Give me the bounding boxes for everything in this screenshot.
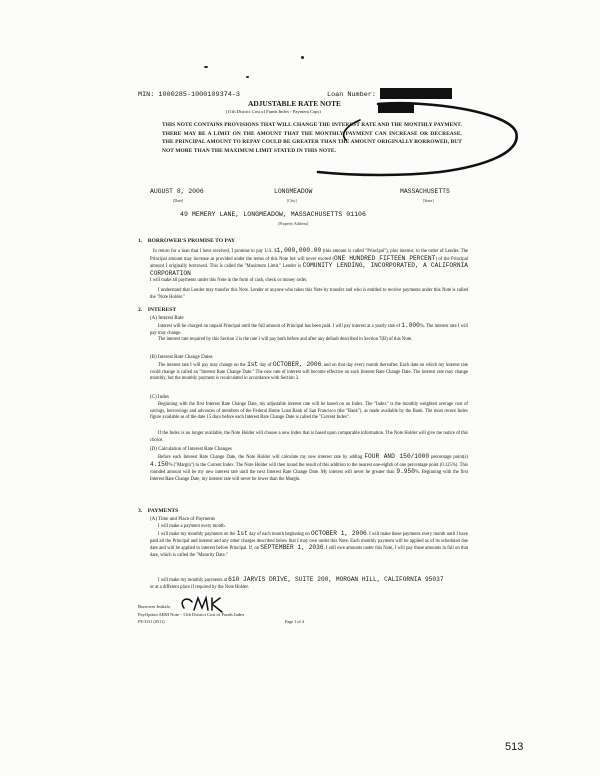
payment-day: 1st (236, 530, 248, 537)
section-2d-paragraph (150, 454, 468, 483)
loan-number-label: Loan Number: (327, 91, 376, 99)
pen-mark (182, 598, 222, 612)
text-run: , I still owe amounts under this Note, I will pay those amounts in full on that date, which is called the "Maturity Date." (150, 546, 468, 558)
scan-speck (301, 56, 304, 59)
note-city: LONGMEADOW (274, 188, 313, 195)
margin-percent: 4.150 (150, 460, 169, 468)
section-2-title: 2. INTEREST (138, 307, 177, 313)
note-state: MASSACHUSETTS (400, 188, 450, 195)
property-caption: [Property Address] (278, 221, 309, 226)
section-2c-paragraph-1 (150, 402, 468, 422)
text-run: I will make a payment every month. (158, 524, 226, 529)
section-2a-title: (A) Interest Rate (150, 316, 184, 321)
text-run: The interest rate required by this Section 2 is the rate I will pay both before and after any default described in Section 7(B) of this Note. (158, 337, 413, 342)
note-date: AUGUST 8, 2006 (150, 188, 204, 195)
text-run: %. Beginning with the first Interest Rate Change Date, my interest rate will never be lower than the Margin. (150, 470, 469, 482)
section-2c-title: (C) Index (150, 395, 170, 400)
state-caption: [State] (423, 198, 434, 203)
property-address: 49 MEMERY LANE, LONGMEADOW, MASSACHUSETTS 01106 (180, 211, 366, 218)
section-2c-paragraph-2 (150, 431, 468, 444)
subtitle-redaction (378, 104, 414, 113)
text-run: %. The interest rate I will pay may change. (150, 324, 468, 336)
payment-address: 610 JARVIS DRIVE, SUITE 200, MORGAN HILL, CALIFORNIA 95037 (228, 576, 444, 583)
text-run: . I will make these payments every month until I have paid all the Principal and interest and any other charges described below that I may owe under this Note. Each monthly payment will be applied as of its scheduled due date and will be applied to interest before Principal. If, on (150, 532, 469, 551)
loan-number-redaction (380, 88, 452, 99)
min-number: MIN: 1000285-1000109374-3 (138, 91, 240, 99)
document-title: ADJUSTABLE RATE NOTE (248, 99, 341, 108)
text-run: Before each Interest Rate Change Date, the Note Holder will calculate my new interest rate by adding (158, 455, 363, 460)
bates-number: 513 (505, 741, 524, 753)
first-payment-date: OCTOBER 1, 2006 (310, 530, 367, 537)
scan-speck (204, 66, 208, 68)
text-run: (this amount is called "Principal"), plus interest, to the order of Lender. The Principal amount may increase as provided under the terms of this Note but will never exceed ( (150, 249, 468, 262)
text-run: I will make all payments under this Note in the form of cash, check or money order. (150, 278, 308, 283)
text-run: I will make my monthly payments at (158, 578, 227, 583)
text-run: I understand that Lender may transfer this Note. Lender or anyone who takes this Note by transfer and who is entitled to receive payments under this Note is called the "Note Holder." (150, 288, 468, 300)
borrower-initials-label: Borrower Initials: (138, 604, 171, 609)
margin-points-words: FOUR AND 150/1000 (364, 453, 430, 460)
text-run: day of (259, 363, 272, 368)
initial-interest-rate: 1.000 (401, 322, 420, 329)
maturity-date: SEPTEMBER 1, 2036 (260, 544, 324, 551)
principal-amount: 1,000,000.00 (276, 247, 322, 254)
form-id: FE-3311 (0511) (138, 619, 165, 624)
date-caption: [Date] (173, 198, 184, 203)
rate-change-month: OCTOBER, 2006 (272, 361, 322, 368)
text-run: % ("Margin") to the Current Index. The Note Holder will then round the result of this addition to the nearest one-eighth of one percentage point (0.125%). This rounded amount will be my new interest rate until the next Interest Rate Change Date. My interest will never be greater than (150, 462, 468, 475)
text-run: Beginning with the first Interest Rate Change Date, my adjustable interest rate will be based on an Index. The "Index" is the monthly weighted average cost of savings, borrowings and advances of members of the Federal Home Loan Bank of San Francisco (the "Bank"), as made available by the Bank. The most recent Index figure available as of the date 15 days before each Interest Rate Change Date is called the "Current Index". (150, 402, 468, 420)
section-2b-title: (B) Interest Rate Change Dates (150, 355, 213, 360)
section-1-title: 1. BORROWER'S PROMISE TO PAY (138, 238, 236, 244)
section-3a-paragraph-2 (150, 531, 468, 559)
maximum-interest-rate: 9.950 (396, 468, 415, 475)
section-3a-paragraph-3 (150, 577, 468, 591)
text-run: Interest will be charged on unpaid Principal until the full amount of Principal has been paid. I will pay interest at a yearly rate of (158, 324, 401, 329)
page-number: Page 1 of 4 (285, 619, 304, 624)
text-run: day of each month beginning on (249, 532, 310, 537)
section-3a-title: (A) Time and Place of Payments (150, 517, 216, 522)
lender-name: COMUNITY LENDING, INCORPORATED, A CALIFORNIA CORPORATION (150, 262, 468, 277)
form-line: PayOption ARM Note - 11th District Cost of Funds Index (138, 612, 245, 617)
section-2d-title: (D) Calculation of Interest Rate Changes (150, 447, 232, 452)
text-run: In return for a loan that I have received, I promise to pay U.S. $ (152, 249, 277, 254)
section-1-paragraph-2 (150, 288, 468, 301)
maximum-limit: ONE HUNDRED FIFTEEN PERCENT (334, 254, 436, 262)
text-run: If the Index is no longer available, the Note Holder will choose a new index that is based upon comparable information. The Note Holder will give me notice of this choice. (150, 431, 468, 443)
section-2b-paragraph (150, 362, 468, 383)
section-3a-paragraph-1 (150, 524, 468, 531)
city-caption: [City] (287, 198, 297, 203)
scan-speck (246, 76, 249, 78)
text-run: or at a different place if required by the Note Holder. (150, 584, 249, 590)
document-subtitle: (11th District Cost of Funds Index - Payment Caps) (226, 109, 321, 114)
warning-text: THIS NOTE CONTAINS PROVISIONS THAT WILL CHANGE THE INTEREST RATE AND THE MONTHLY PAYMENT. THERE MAY BE A LIMIT ON THE AMOUNT THAT THE MONTHLY PAYMENT CAN INCREASE OR DECREASE. THE PRINCIPAL AMOUNT TO REPAY COULD BE GREATER THAN THE AMOUNT ORIGINALLY BORROWED, BUT NOT MORE THAN THE MAXIMUM LIMIT STATED IN THIS NOTE. (162, 122, 462, 154)
text-run: I will make my monthly payments on the (158, 532, 236, 537)
text-run: The interest rate I will pay may change on the (158, 363, 246, 368)
section-3-title: 3. PAYMENTS (138, 508, 179, 514)
rate-change-day: 1st (246, 361, 259, 368)
section-2a-paragraph-1 (150, 323, 468, 337)
text-run: ) of the Principal amount I originally borrowed. This is called the "Maximum Limit." Lender is (150, 256, 468, 269)
text-run: percentage point(s) (431, 455, 469, 460)
section-1-paragraph-1 (150, 248, 468, 285)
section-2a-paragraph-2 (150, 337, 468, 344)
text-run: , and on that day every month thereafter. Each date on which my interest rate could change is called an "Interest Rate Change Date." The new rate of interest will become effective on each Interest Rate Change Date. The interest rate may change monthly, but the monthly payment is recalculated in accordance with Section 3. (150, 363, 469, 381)
